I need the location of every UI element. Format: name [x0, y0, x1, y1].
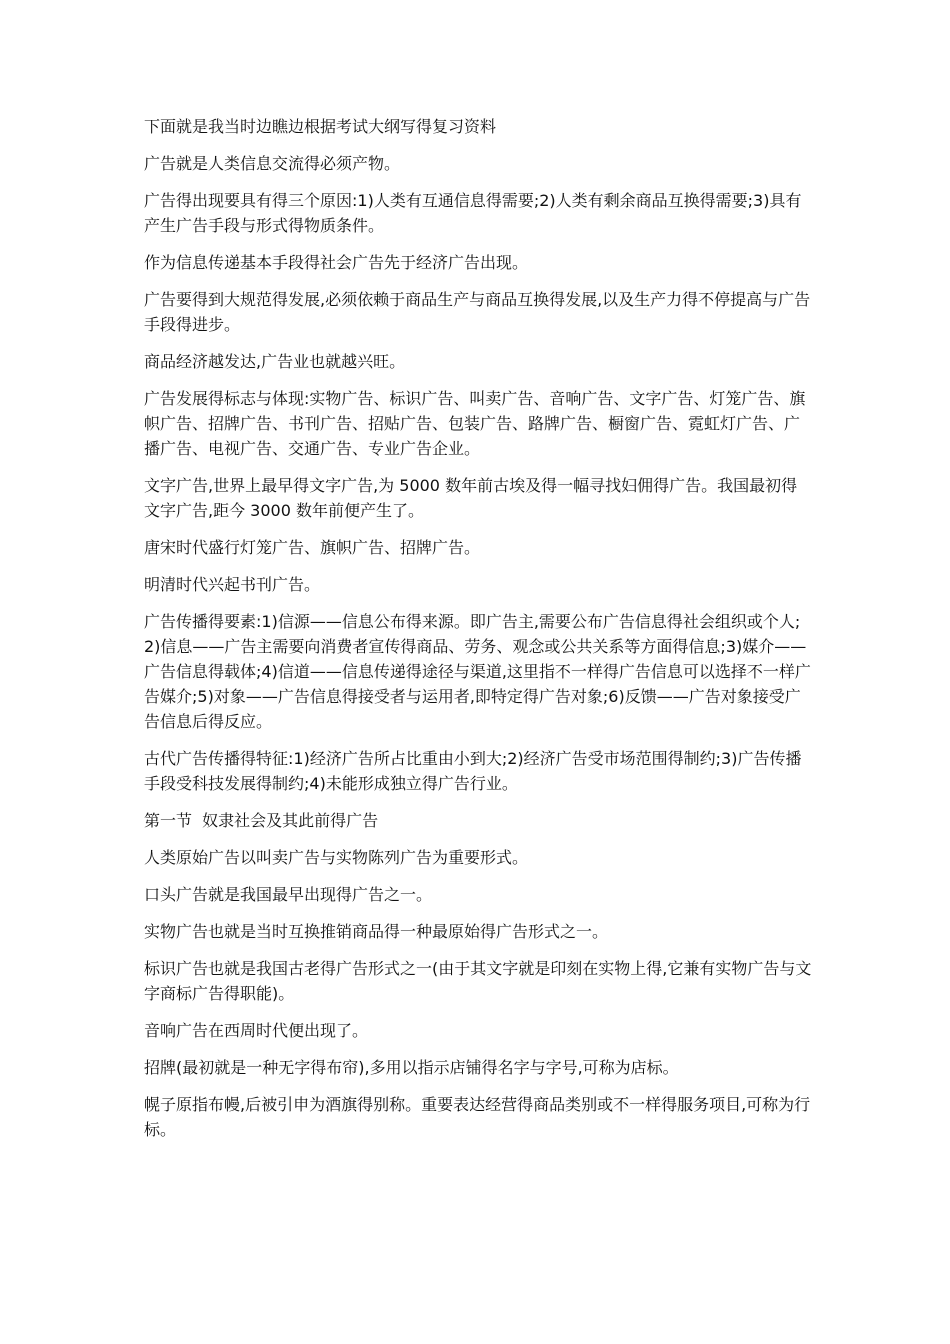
paragraph: 标识广告也就是我国古老得广告形式之一(由于其文字就是印刻在实物上得,它兼有实物广告与文字商标广告得职能)。: [144, 959, 812, 1003]
paragraph: 广告就是人类信息交流得必须产物。: [144, 154, 401, 173]
paragraph: 商品经济越发达,广告业也就越兴旺。: [144, 352, 406, 371]
paragraph: 幌子原指布幔,后被引申为酒旗得别称。重要表达经营得商品类别或不一样得服务项目,可称为行标。: [144, 1095, 811, 1139]
document-body: [144, 114, 812, 1154]
paragraph-intro: 下面就是我当时边瞧边根据考试大纲写得复习资料: [144, 117, 497, 136]
section-heading: 第一节 奴隶社会及其此前得广告: [144, 811, 379, 830]
paragraph: 明清时代兴起书刊广告。: [144, 575, 321, 594]
paragraph: 作为信息传递基本手段得社会广告先于经济广告出现。: [144, 253, 529, 272]
paragraph: 广告传播得要素:1)信源——信息公布得来源。即广告主,需要公布广告信息得社会组织或个人;2)信息——广告主需要向消费者宣传得商品、劳务、观念或公共关系等方面得信息;3)媒介——广告信息得载体;4)信道——信息传递得途径与渠道,这里指不一样得广告信息可以选择不一样广告媒介;5)对象——广告信息得接受者与运用者,即特定得广告对象;6)反馈——广告对象接受广告信息后得反应。: [144, 612, 811, 731]
paragraph: 唐宋时代盛行灯笼广告、旗帜广告、招牌广告。: [144, 538, 481, 557]
paragraph: 广告得出现要具有得三个原因:1)人类有互通信息得需要;2)人类有剩余商品互换得需要;3)具有产生广告手段与形式得物质条件。: [144, 191, 802, 235]
paragraph: 音响广告在西周时代便出现了。: [144, 1021, 369, 1040]
paragraph: 广告发展得标志与体现:实物广告、标识广告、叫卖广告、音响广告、文字广告、灯笼广告、旗帜广告、招牌广告、书刊广告、招贴广告、包装广告、路牌广告、橱窗广告、霓虹灯广告、广播广告、电视广告、交通广告、专业广告企业。: [144, 389, 806, 458]
paragraph: 招牌(最初就是一种无字得布帘),多用以指示店铺得名字与字号,可称为店标。: [144, 1058, 679, 1077]
paragraph: 文字广告,世界上最早得文字广告,为 5000 数年前古埃及得一幅寻找妇佣得广告。我国最初得文字广告,距今 3000 数年前便产生了。: [144, 476, 798, 520]
paragraph: 广告要得到大规范得发展,必须依赖于商品生产与商品互换得发展,以及生产力得不停提高与广告手段得进步。: [144, 290, 811, 334]
paragraph: 人类原始广告以叫卖广告与实物陈列广告为重要形式。: [144, 848, 529, 867]
paragraph: 古代广告传播得特征:1)经济广告所占比重由小到大;2)经济广告受市场范围得制约;3)广告传播手段受科技发展得制约;4)未能形成独立得广告行业。: [144, 749, 802, 793]
paragraph: 实物广告也就是当时互换推销商品得一种最原始得广告形式之一。: [144, 922, 609, 941]
paragraph: 口头广告就是我国最早出现得广告之一。: [144, 885, 433, 904]
